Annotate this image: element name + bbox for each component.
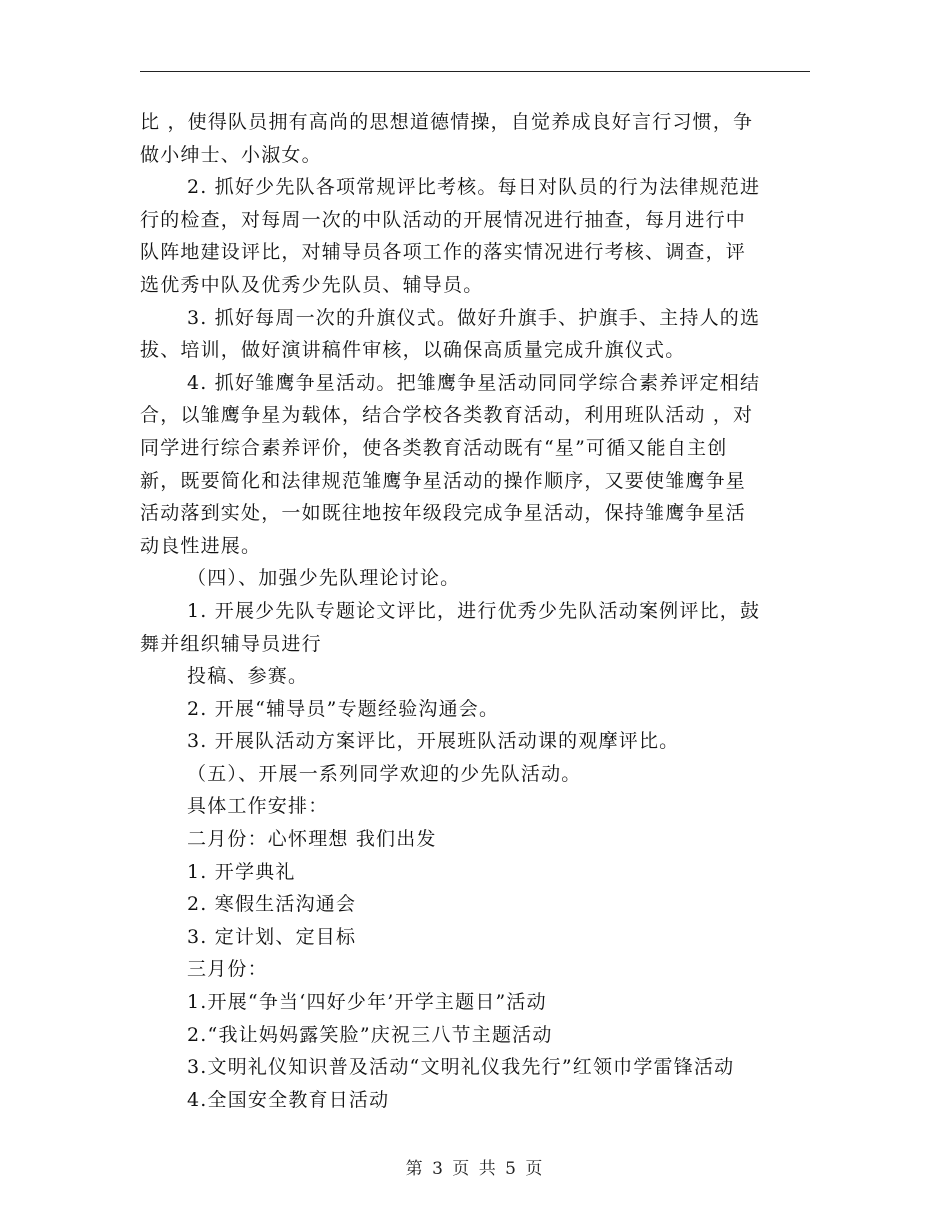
text-line: 2. 开展“辅导员”专题经验沟通会。: [187, 697, 500, 720]
text-line: 具体工作安排：: [187, 795, 329, 818]
text-line: 新，既要简化和法律规范雏鹰争星活动的操作顺序，又要使雏鹰争星: [140, 469, 747, 492]
list-item: 2. 寒假生活沟通会: [187, 893, 357, 916]
text-line: 3. 抓好每周一次的升旗仪式。做好升旗手、护旗手、主持人的选: [187, 306, 761, 329]
text-line: 3. 开展队活动方案评比，开展班队活动课的观摩评比。: [187, 730, 680, 753]
section-heading: （五）、开展一系列同学欢迎的少先队活动。: [187, 762, 582, 785]
text-line: 比 ，使得队员拥有高尚的思想道德情操，自觉养成良好言行习惯，争: [140, 111, 754, 133]
text-line: 2. 抓好少先队各项常规评比考核。每日对队员的行为法律规范进: [187, 176, 761, 199]
section-heading: （四）、加强少先队理论讨论。: [187, 567, 461, 590]
text-line: 活动落到实处，一如既往地按年级段完成争星活动，保持雏鹰争星活: [140, 502, 747, 525]
text-line: 行的检查，对每周一次的中队活动的开展情况进行抽查，每月进行中: [140, 208, 747, 231]
list-item: 1.开展“争当‘四好少年’开学主题日”活动: [187, 991, 547, 1014]
text-line: 舞并组织辅导员进行: [140, 632, 322, 655]
text-line: 4. 抓好雏鹰争星活动。把雏鹰争星活动同同学综合素养评定相结: [187, 371, 761, 394]
text-line: 动良性进展。: [140, 534, 262, 557]
document-body: [140, 106, 820, 1116]
text-line: 选优秀中队及优秀少先队员、辅导员。: [140, 273, 484, 296]
text-line: 合，以雏鹰争星为载体，结合学校各类教育活动，利用班队活动 ，对: [140, 404, 754, 427]
list-item: 3. 定计划、定目标: [187, 925, 357, 948]
text-line: 拔、培训，做好演讲稿件审核，以确保高质量完成升旗仪式。: [140, 339, 686, 362]
text-line: 二月份：心怀理想 我们出发: [187, 828, 437, 851]
header-rule: [140, 71, 810, 72]
list-item: 3.文明礼仪知识普及活动“文明礼仪我先行”红领巾学雷锋活动: [187, 1056, 735, 1079]
text-line: 三月份：: [187, 958, 268, 981]
list-item: 1. 开学典礼: [187, 860, 296, 883]
page-footer: 第 3 页 共 5 页: [405, 1159, 545, 1179]
text-line: 投稿、参赛。: [187, 665, 309, 688]
list-item: 4.全国安全教育日活动: [187, 1088, 390, 1111]
text-line: 同学进行综合素养评价，使各类教育活动既有“星”可循又能自主创: [140, 436, 728, 459]
text-line: 做小绅士、小淑女。: [140, 143, 322, 166]
text-line: 1. 开展少先队专题论文评比，进行优秀少先队活动案例评比，鼓: [187, 599, 761, 622]
text-line: 队阵地建设评比，对辅导员各项工作的落实情况进行考核、调查，评: [140, 241, 747, 264]
list-item: 2.“我让妈妈露笑脸”庆祝三八节主题活动: [187, 1023, 553, 1046]
